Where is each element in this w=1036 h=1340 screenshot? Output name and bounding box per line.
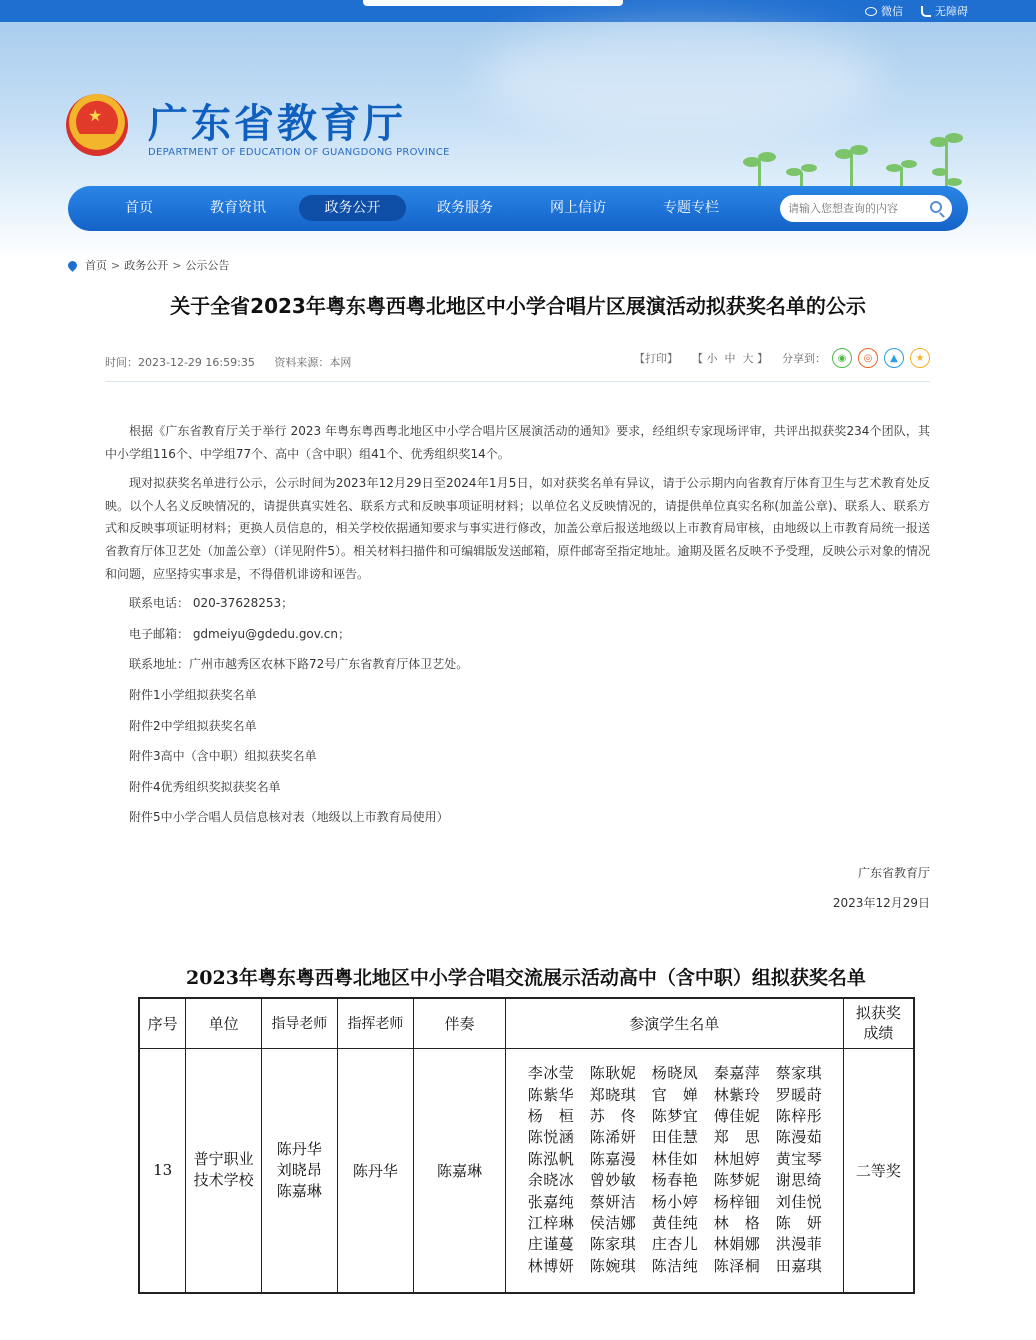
header-conductor: 指挥老师 — [337, 998, 414, 1048]
wechat-label: 微信 — [881, 5, 903, 18]
article-body — [105, 420, 930, 837]
main-nav — [68, 186, 968, 231]
share-qzone-icon[interactable]: ▲ — [884, 348, 904, 368]
award-table — [138, 997, 915, 1294]
contact-address: 联系地址：广州市越秀区农林下路72号广东省教育厅体卫艺处。 — [129, 657, 469, 672]
attachment-link-3[interactable]: 附件3高中（含中职）组拟获奖名单 — [129, 749, 317, 764]
contact-phone: 联系电话： 020-37628253； — [129, 596, 294, 611]
nav-home[interactable]: 首页 — [125, 200, 153, 216]
signature-org: 广东省教育厅 — [857, 866, 930, 880]
award-list-title: 2023年粤东粤西粤北地区中小学合唱交流展示活动高中（含中职）组拟获奖名单 — [186, 967, 866, 989]
signature-date: 2023年12月29日 — [832, 896, 930, 910]
top-tab — [363, 0, 623, 6]
table-row — [139, 1048, 914, 1293]
cell-award: 二等奖 — [843, 1048, 914, 1293]
accessibility-link[interactable] — [921, 3, 968, 19]
location-pin-icon — [66, 259, 79, 272]
search-input[interactable] — [788, 200, 928, 217]
header-unit: 单位 — [186, 998, 262, 1048]
wechat-link[interactable] — [865, 3, 903, 19]
breadcrumb-government-affairs[interactable]: 政务公开 — [124, 259, 169, 272]
header-award: 拟获奖成绩 — [843, 998, 914, 1048]
share-weibo-icon[interactable]: ◎ — [858, 348, 878, 368]
header-teacher: 指导老师 — [262, 998, 338, 1048]
share-wechat-icon[interactable]: ◉ — [832, 348, 852, 368]
cell-conductor: 陈丹华 — [337, 1048, 414, 1293]
font-size-controls[interactable]: 【 小 中 大 】 — [692, 352, 768, 365]
paragraph: 现对拟获奖名单进行公示，公示时间为2023年12月29日至2024年1月5日，如对获奖名单有异议，请于公示期内向省教育厅体育卫生与艺术教育处反映。以个人名义反映情况的，请提供真实姓名、联系方式和反映事项证明材料；以单位名义反映情况的，请提供单位真实名称(加盖公章)、联系人、联系方式和反映事项证明材料；更换人员信息的，相关学校依据通知要求与事实进行修改，加盖公章后报送地级以上市教育局审核，由地级以上市教育局统一报送省教育厅体卫艺处（加盖公章）（详见附件5）。相关材料扫描件和可编辑版发送邮箱，原件邮寄至指定地址。逾期及匿名反映不予受理，反映公示对象的情况和问题，应坚持实事求是，不得借机诽谤和诬告。 — [105, 476, 930, 581]
header-students: 参演学生名单 — [505, 998, 843, 1048]
nav-education-news[interactable]: 教育资讯 — [210, 200, 266, 216]
paragraph: 根据《广东省教育厅关于举行 2023 年粤东粤西粤北地区中小学合唱片区展演活动的通知》要求，经组织专家现场评审，共评出拟获奖234个团队，其中小学组116个、中学组77个、高中（含中职）组41个、优秀组织奖14个。 — [105, 424, 930, 461]
accessibility-label: 无障碍 — [935, 5, 968, 18]
share-label: 分享到： — [782, 352, 826, 365]
breadcrumb: 首页 > 政务公开 > 公示公告 — [68, 257, 229, 273]
search-box — [780, 195, 952, 222]
share-favorite-icon[interactable]: ★ — [910, 348, 930, 368]
attachment-link-1[interactable]: 附件1小学组拟获奖名单 — [129, 687, 257, 702]
article-source: 资料来源：本网 — [274, 356, 352, 369]
accessibility-icon — [921, 6, 931, 17]
header-no: 序号 — [139, 998, 186, 1048]
nav-government-affairs[interactable]: 政务公开 — [299, 195, 406, 221]
cell-accompanist: 陈嘉琳 — [414, 1048, 506, 1293]
header-accompanist: 伴奏 — [414, 998, 506, 1048]
publish-time: 时间：2023-12-29 16:59:35 — [105, 356, 255, 369]
share-bar — [782, 348, 930, 368]
top-bar — [0, 0, 1036, 22]
cell-teachers: 陈丹华 刘晓昂 陈嘉琳 — [262, 1048, 338, 1293]
nav-online-petition[interactable]: 网上信访 — [550, 200, 606, 216]
breadcrumb-home[interactable]: 首页 — [85, 259, 107, 272]
breadcrumb-announcements[interactable]: 公示公告 — [185, 259, 230, 272]
attachment-link-5[interactable]: 附件5中小学合唱人员信息核对表（地级以上市教育局使用） — [129, 810, 449, 825]
site-subtitle: DEPARTMENT OF EDUCATION OF GUANGDONG PROVINCE — [148, 147, 450, 158]
article-meta — [105, 352, 930, 382]
cell-students: 李冰莹 陈耿妮 杨晓凤 秦嘉萍 蔡家琪 陈紫华 郑晓琪 官 婵 林紫玲 罗暖莳 杨 桓 苏 佟 陈梦宜 傅佳妮 陈梓彤 陈悦涵 陈浠妍 田佳慧 郑 思 陈漫茹 陈泓帆 陈嘉漫 林佳如 林旭婷 黄宝琴 余晓冰 曾妙敏 杨春艳 陈梦妮 谢思绮 张嘉纯 蔡妍洁 杨小婷 杨梓钿 刘佳悦 江梓琳 侯洁娜 黄佳纯 林 格 陈 妍 庄谨蔓 陈家琪 庄杏儿 林娟娜 洪漫菲 林博妍 陈婉琪 陈洁纯 陈泽桐 田嘉琪 — [505, 1048, 843, 1293]
nav-government-services[interactable]: 政务服务 — [437, 200, 493, 216]
site-title[interactable]: 广东省教育厅 — [148, 101, 406, 147]
national-emblem-logo: ★ — [66, 94, 128, 156]
print-button[interactable]: 【打印】 — [634, 352, 679, 365]
attachment-link-2[interactable]: 附件2中学组拟获奖名单 — [129, 718, 257, 733]
contact-email: 电子邮箱： gdmeiyu@gdedu.gov.cn； — [129, 626, 350, 641]
wechat-icon — [865, 7, 877, 16]
cell-unit: 普宁职业技术学校 — [186, 1048, 262, 1293]
table-header-row — [139, 998, 914, 1048]
article-title: 关于全省2023年粤东粤西粤北地区中小学合唱片区展演活动拟获奖名单的公示 — [170, 294, 866, 318]
search-icon[interactable] — [930, 201, 942, 213]
cell-no: 13 — [139, 1048, 186, 1293]
nav-special-topics[interactable]: 专题专栏 — [663, 200, 719, 216]
attachment-link-4[interactable]: 附件4优秀组织奖拟获奖名单 — [129, 779, 281, 794]
top-links — [865, 0, 968, 22]
